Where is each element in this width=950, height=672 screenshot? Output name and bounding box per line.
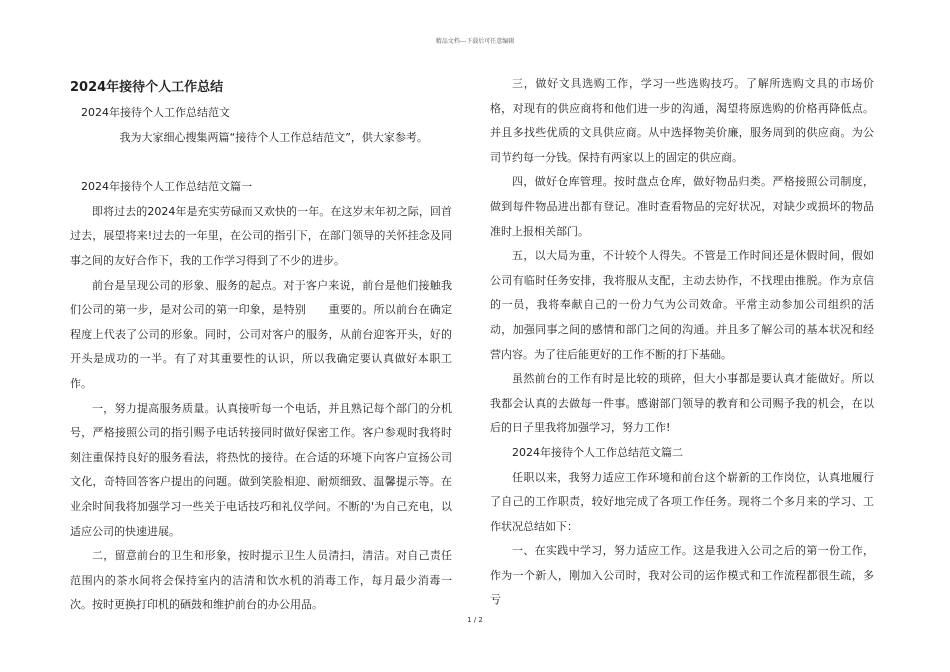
- document-subtitle: 2024年接待个人工作总结范文: [81, 106, 230, 119]
- section-heading: 2024年接待个人工作总结范文篇二: [512, 445, 683, 459]
- body-paragraph: 三，做好文具选购工作，学习一些选购技巧。了解所选购文具的市场价格，对现有的供应商将和他们进一步的沟通，渴望将原选购的价格再降低点。并且多找些优质的文具供应商。从中选择物美价廉，服务周到的供应商。为公司节约每一分钱。保持有两家以上的固定的供应商。: [490, 77, 874, 164]
- body-paragraph: 前台是呈现公司的形象、服务的起点。对于客户来说，前台是他们接触我们公司的第一步，是对公司的第一印象，是特别 重要的。所以前台在确定程度上代表了公司的形象。同时，公司对客户的服务，从前台迎客开头，好的开头是成功的一半。有了对其重要性的认识，所以我确定要认真做好本职工作。: [70, 278, 452, 390]
- section-heading: 2024年接待个人工作总结范文篇一: [81, 180, 252, 194]
- right-column: [490, 72, 874, 613]
- document-title: 2024年接待个人工作总结: [70, 80, 224, 95]
- page-number: 1 / 2: [467, 616, 483, 624]
- body-paragraph: 虽然前台的工作有时是比较的琐碎，但大小事都是要认真才能做好。所以我都会认真的去做每一件事。感谢部门领导的教育和公司赐予我的机会，在以后的日子里我将加强学习，努力工作!: [490, 372, 874, 435]
- body-paragraph: 一、在实践中学习，努力适应工作。这是我进入公司之后的第一份工作，作为一个新人，刚加入公司时，我对公司的运作模式和工作流程都很生疏，多亏: [490, 544, 874, 607]
- page-header: 精品文档---下载后可任意编辑: [435, 38, 515, 45]
- left-column: [70, 72, 452, 618]
- intro-paragraph: 我为大家细心搜集两篇“接待个人工作总结范文”，供大家参考。: [119, 130, 428, 144]
- body-paragraph: 五，以大局为重，不计较个人得失。不管是工作时间还是休假时间，假如公司有临时任务安排，我将服从支配，主动去协作，不找理由推脱。作为京信的一员，我将奉献自己的一份力气为公司效命。平常主动参加公司组织的活动，加强同事之间的感情和部门之间的沟通。并且多了解公司的基本状况和经营内容。为了往后能更好的工作不断的打下基础。: [490, 249, 874, 361]
- body-paragraph: 四，做好仓库管理。按时盘点仓库，做好物品归类。严格接照公司制度，做到每件物品进出都有登记。准时查看物品的完好状况，对缺少或损坏的物品准时上报相关部门。: [490, 175, 874, 238]
- body-paragraph: 任职以来，我努力适应工作环境和前台这个崭新的工作岗位，认真地履行了自己的工作职责，较好地完成了各项工作任务。现将二个多月来的学习、工作状况总结如下：: [490, 470, 874, 533]
- body-paragraph: 一，努力提高服务质量。认真接听每一个电话，并且熟记每个部门的分机号，严格接照公司的指引赐予电话转接同时做好保密工作。客户参观时我将时刻注重保持良好的服务看法，将热忱的接待。在合适的环境下向客户宣扬公司文化，奇特回答客户提出的问题。做到笑脸相迎、耐烦细致、温馨提示等。在业余时间我将加强学习一些关于电话技巧和礼仪学问。不断的'为自己充电，以适应公司的快速进展。: [70, 401, 452, 538]
- body-paragraph: 即将过去的2024年是充实劳碌而又欢快的一年。在这岁末年初之际，回首过去，展望将来!过去的一年里，在公司的指引下，在部门领导的关怀挂念及同事之间的友好合作下，我的工作学习得到了不少的进步。: [70, 204, 452, 267]
- body-paragraph: 二，留意前台的卫生和形象，按时提示卫生人员清扫，清洁。对自己责任范围内的茶水间将会保持室内的洁清和饮水机的消毒工作，每月最少消毒一次。按时更换打印机的硒鼓和维护前台的办公用品。: [70, 549, 452, 612]
